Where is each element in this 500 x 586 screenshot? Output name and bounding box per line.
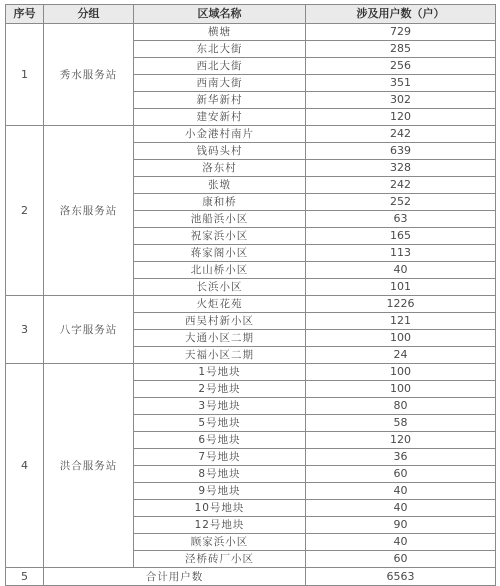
user-count-cell: 101 — [306, 279, 496, 296]
area-name-cell: 火炬花苑 — [134, 296, 306, 313]
group-name-cell: 秀水服务站 — [44, 24, 134, 126]
area-name-cell: 大通小区二期 — [134, 330, 306, 347]
area-name-cell: 7号地块 — [134, 449, 306, 466]
user-count-cell: 90 — [306, 517, 496, 534]
total-users-cell: 6563 — [306, 568, 496, 586]
area-name-cell: 康和桥 — [134, 194, 306, 211]
user-count-cell: 60 — [306, 466, 496, 483]
user-count-cell: 328 — [306, 160, 496, 177]
user-count-cell: 80 — [306, 398, 496, 415]
total-index-cell: 5 — [6, 568, 44, 586]
group-index-cell: 2 — [6, 126, 44, 296]
header-users: 涉及用户数（户） — [306, 5, 496, 24]
area-name-cell: 5号地块 — [134, 415, 306, 432]
area-name-cell: 6号地块 — [134, 432, 306, 449]
area-name-cell: 张墩 — [134, 177, 306, 194]
user-count-cell: 302 — [306, 92, 496, 109]
header-group: 分组 — [44, 5, 134, 24]
area-name-cell: 建安新村 — [134, 109, 306, 126]
user-count-cell: 121 — [306, 313, 496, 330]
group-index-cell: 4 — [6, 364, 44, 568]
user-count-cell: 100 — [306, 381, 496, 398]
user-count-cell: 639 — [306, 143, 496, 160]
table-header — [6, 5, 496, 24]
header-area: 区域名称 — [134, 5, 306, 24]
area-name-cell: 长浜小区 — [134, 279, 306, 296]
user-count-cell: 120 — [306, 109, 496, 126]
user-count-cell: 729 — [306, 24, 496, 41]
user-count-cell: 40 — [306, 534, 496, 551]
table-row — [6, 296, 496, 313]
group-name-cell: 洛东服务站 — [44, 126, 134, 296]
area-name-cell: 横塘 — [134, 24, 306, 41]
area-name-cell: 9号地块 — [134, 483, 306, 500]
user-count-cell: 351 — [306, 75, 496, 92]
area-name-cell: 新华新村 — [134, 92, 306, 109]
group-index-cell: 3 — [6, 296, 44, 364]
user-count-cell: 36 — [306, 449, 496, 466]
user-count-cell: 100 — [306, 364, 496, 381]
table-row — [6, 24, 496, 41]
group-name-cell: 八字服务站 — [44, 296, 134, 364]
area-name-cell: 2号地块 — [134, 381, 306, 398]
user-count-cell: 120 — [306, 432, 496, 449]
area-name-cell: 泾桥砖厂小区 — [134, 551, 306, 568]
user-count-cell: 24 — [306, 347, 496, 364]
area-name-cell: 12号地块 — [134, 517, 306, 534]
area-name-cell: 西南大街 — [134, 75, 306, 92]
user-count-cell: 285 — [306, 41, 496, 58]
area-name-cell: 池船浜小区 — [134, 211, 306, 228]
user-count-table — [5, 4, 496, 586]
area-name-cell: 1号地块 — [134, 364, 306, 381]
user-count-cell: 113 — [306, 245, 496, 262]
area-name-cell: 顾家浜小区 — [134, 534, 306, 551]
header-row — [6, 5, 496, 24]
user-count-cell: 100 — [306, 330, 496, 347]
user-count-cell: 242 — [306, 177, 496, 194]
user-count-cell: 252 — [306, 194, 496, 211]
user-count-cell: 256 — [306, 58, 496, 75]
area-name-cell: 西北大街 — [134, 58, 306, 75]
area-name-cell: 祝家浜小区 — [134, 228, 306, 245]
group-name-cell: 洪合服务站 — [44, 364, 134, 568]
user-count-cell: 40 — [306, 500, 496, 517]
area-name-cell: 北山桥小区 — [134, 262, 306, 279]
area-name-cell: 小金港村南片 — [134, 126, 306, 143]
group-index-cell: 1 — [6, 24, 44, 126]
user-count-cell: 1226 — [306, 296, 496, 313]
table-row — [6, 126, 496, 143]
area-name-cell: 10号地块 — [134, 500, 306, 517]
area-name-cell: 洛东村 — [134, 160, 306, 177]
area-name-cell: 钱码头村 — [134, 143, 306, 160]
total-row — [6, 568, 496, 586]
user-count-cell: 165 — [306, 228, 496, 245]
area-name-cell: 天福小区二期 — [134, 347, 306, 364]
area-name-cell: 8号地块 — [134, 466, 306, 483]
user-count-cell: 242 — [306, 126, 496, 143]
user-count-cell: 40 — [306, 483, 496, 500]
user-count-cell: 63 — [306, 211, 496, 228]
user-count-cell: 58 — [306, 415, 496, 432]
area-name-cell: 东北大街 — [134, 41, 306, 58]
area-name-cell: 西吴村新小区 — [134, 313, 306, 330]
table-row — [6, 364, 496, 381]
user-count-cell: 40 — [306, 262, 496, 279]
header-index: 序号 — [6, 5, 44, 24]
user-count-cell: 60 — [306, 551, 496, 568]
area-name-cell: 3号地块 — [134, 398, 306, 415]
area-name-cell: 蒋家阁小区 — [134, 245, 306, 262]
total-label-cell: 合计用户数 — [44, 568, 306, 586]
page — [5, 4, 495, 586]
table-body — [6, 24, 496, 586]
